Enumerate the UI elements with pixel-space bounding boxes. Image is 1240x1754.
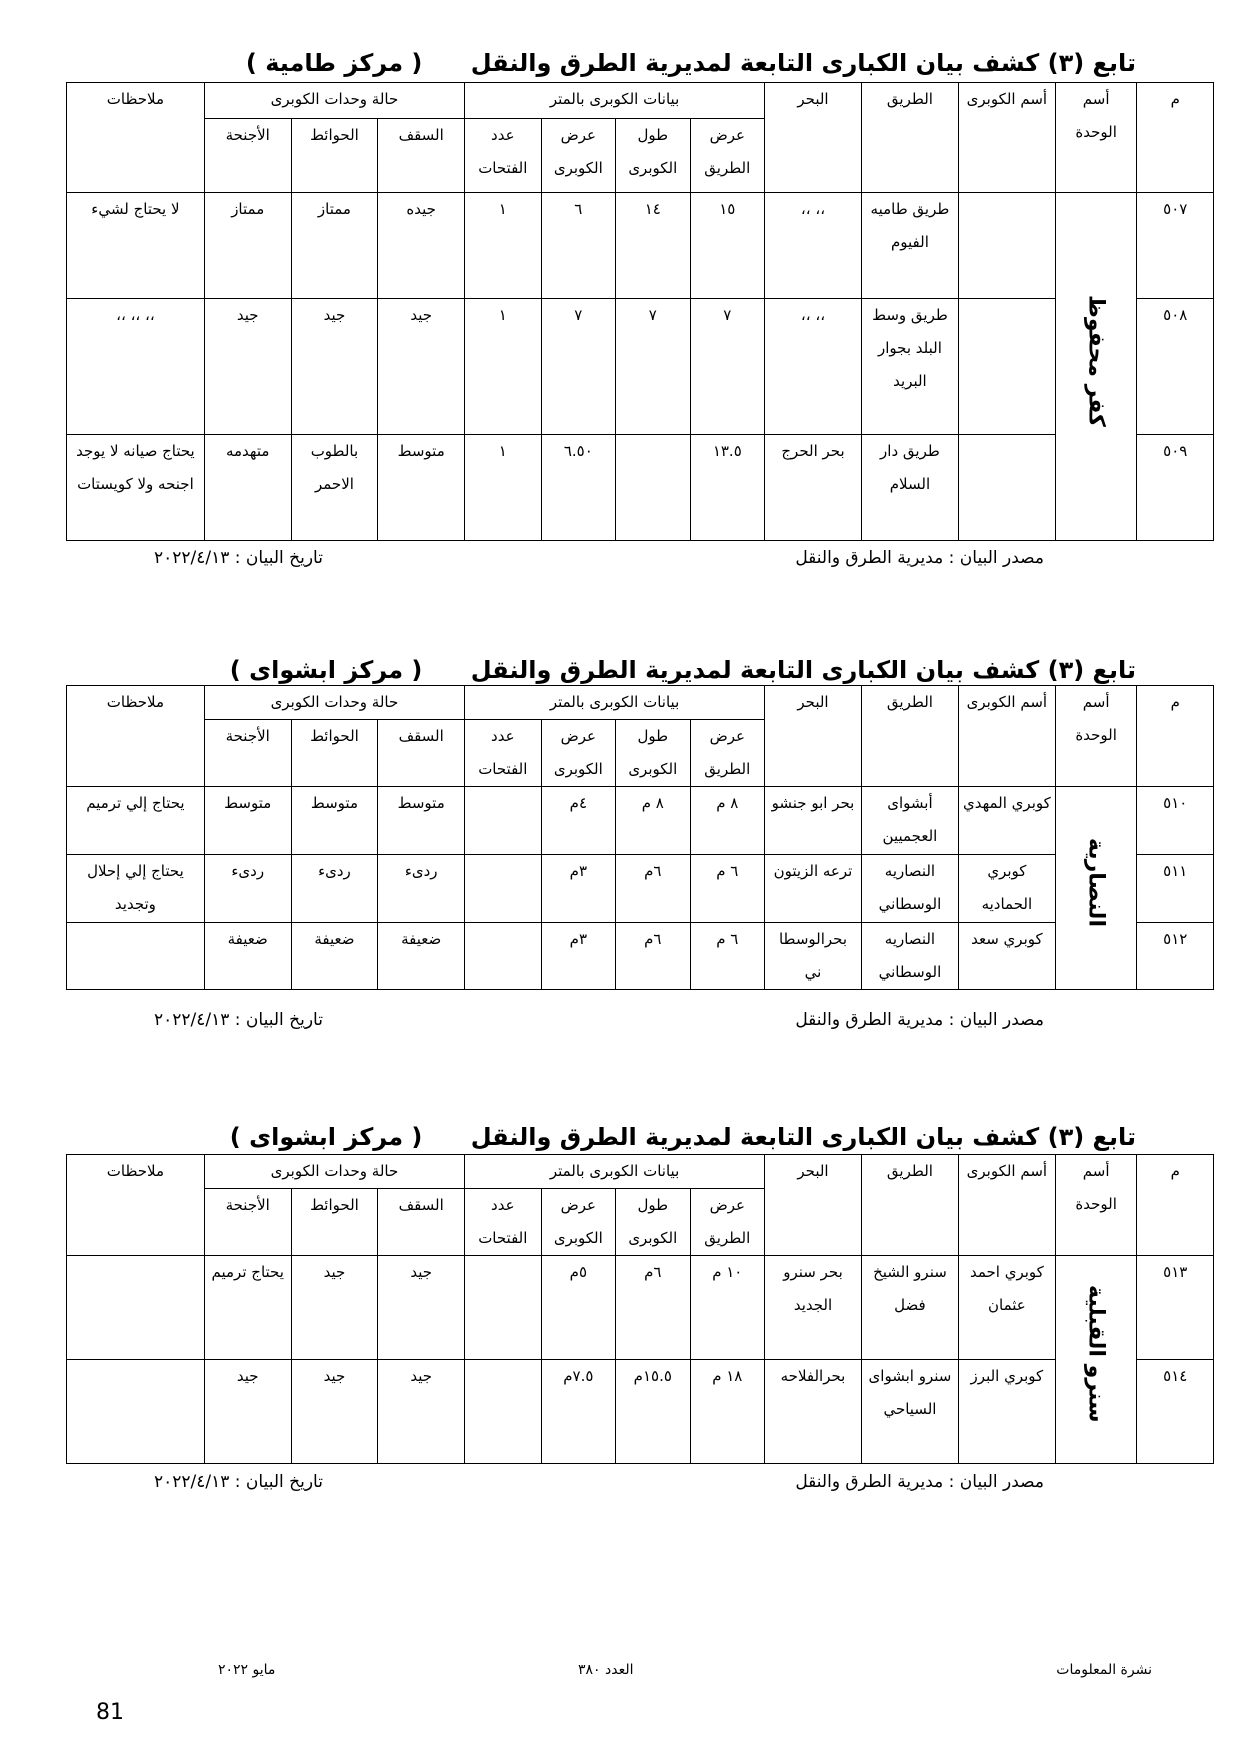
cell-length: ١٥.٥م <box>616 1360 690 1464</box>
cell-openings <box>465 1360 542 1464</box>
cell-road-width: ١٨ م <box>690 1360 764 1464</box>
cell-road: طريق طاميه الفيوم <box>861 193 958 299</box>
data-date: تاريخ البيان : ٢٠٢٢/٤/١٣ <box>154 1472 323 1492</box>
cell-unit <box>1055 193 1137 541</box>
col-walls: الحوائط <box>291 720 378 787</box>
col-openings: عدد الفتحات <box>465 119 542 193</box>
cell-openings <box>465 787 542 855</box>
cell-sea: ترعه الزيتون <box>765 855 862 923</box>
cell-wings: ردىء <box>204 855 291 923</box>
cell-road-width: ١٣.٥ <box>690 435 764 541</box>
cell-length: ٨ م <box>616 787 690 855</box>
col-walls: الحوائط <box>291 1189 378 1256</box>
cell-m: ٥٠٩ <box>1137 435 1214 541</box>
cell-wings: يحتاج ترميم <box>204 1256 291 1360</box>
issue-number: العدد ٣٨٠ <box>578 1662 634 1678</box>
cell-notes: ،، ،، ،، <box>67 299 205 435</box>
cell-m: ٥١٠ <box>1137 787 1214 855</box>
cell-bridge: كوبري المهدي <box>958 787 1055 855</box>
col-bridge-name: أسم الكوبرى <box>958 686 1055 787</box>
cell-roof: ضعيفة <box>378 923 465 990</box>
col-status-group: حالة وحدات الكوبرى <box>204 686 464 720</box>
cell-walls: ردىء <box>291 855 378 923</box>
cell-m: ٥٠٨ <box>1137 299 1214 435</box>
col-unit: أسم الوحدة <box>1055 686 1137 787</box>
cell-openings <box>465 1256 542 1360</box>
col-openings: عدد الفتحات <box>465 720 542 787</box>
cell-length: ٦م <box>616 855 690 923</box>
issue-date: مايو ٢٠٢٢ <box>218 1662 276 1678</box>
cell-road-width: ٦ م <box>690 923 764 990</box>
cell-road: طريق دار السلام <box>861 435 958 541</box>
cell-walls: متوسط <box>291 787 378 855</box>
cell-notes <box>67 1360 205 1464</box>
cell-wings: متوسط <box>204 787 291 855</box>
cell-width: ٣م <box>541 855 615 923</box>
cell-width: ٦.٥٠ <box>541 435 615 541</box>
section-title <box>230 1122 1136 1152</box>
col-roof: السقف <box>378 119 465 193</box>
col-m: م <box>1137 686 1214 787</box>
unit-name: النصارية <box>1083 837 1109 927</box>
col-unit: أسم الوحدة <box>1055 1155 1137 1256</box>
table-row <box>67 787 1214 855</box>
data-date: تاريخ البيان : ٢٠٢٢/٤/١٣ <box>154 548 323 568</box>
cell-bridge <box>958 193 1055 299</box>
table-row <box>67 1360 1214 1464</box>
cell-width: ٦ <box>541 193 615 299</box>
col-status-group: حالة وحدات الكوبرى <box>204 1155 464 1189</box>
col-status-group: حالة وحدات الكوبرى <box>204 83 464 119</box>
cell-roof: متوسط <box>378 435 465 541</box>
cell-wings: جيد <box>204 1360 291 1464</box>
cell-road-width: ١٠ م <box>690 1256 764 1360</box>
col-road: الطريق <box>861 83 958 193</box>
cell-walls: بالطوب الاحمر <box>291 435 378 541</box>
source-note: مصدر البيان : مديرية الطرق والنقل <box>795 1010 1044 1030</box>
source-note: مصدر البيان : مديرية الطرق والنقل <box>795 548 1044 568</box>
cell-roof: جيد <box>378 299 465 435</box>
cell-wings: ممتاز <box>204 193 291 299</box>
cell-road: النصاريه الوسطاني <box>861 855 958 923</box>
cell-road-width: ٧ <box>690 299 764 435</box>
col-bridge-length: طول الكوبرى <box>616 119 690 193</box>
col-walls: الحوائط <box>291 119 378 193</box>
cell-notes: يحتاج إلي إحلال وتجديد <box>67 855 205 923</box>
col-bridge-width: عرض الكوبرى <box>541 119 615 193</box>
cell-notes: لا يحتاج لشيء <box>67 193 205 299</box>
cell-m: ٥١٣ <box>1137 1256 1214 1360</box>
section-title <box>246 48 1136 78</box>
cell-width: ٥م <box>541 1256 615 1360</box>
col-sea: البحر <box>765 1155 862 1256</box>
cell-roof: ردىء <box>378 855 465 923</box>
cell-road-width: ١٥ <box>690 193 764 299</box>
col-wings: الأجنحة <box>204 119 291 193</box>
cell-sea: ،، ،، <box>765 193 862 299</box>
page-number: 81 <box>96 1700 124 1725</box>
cell-bridge: كوبري احمد عثمان <box>958 1256 1055 1360</box>
cell-road: طريق وسط البلد بجوار البريد <box>861 299 958 435</box>
col-roof: السقف <box>378 720 465 787</box>
cell-width: ٧ <box>541 299 615 435</box>
col-road: الطريق <box>861 1155 958 1256</box>
cell-sea: بحر سنرو الجديد <box>765 1256 862 1360</box>
table-row <box>67 1256 1214 1360</box>
col-wings: الأجنحة <box>204 1189 291 1256</box>
col-road-width: عرض الطريق <box>690 1189 764 1256</box>
col-bridge-width: عرض الكوبرى <box>541 720 615 787</box>
cell-sea: بحرالوسطا ني <box>765 923 862 990</box>
col-bridge-length: طول الكوبرى <box>616 1189 690 1256</box>
cell-road-width: ٨ م <box>690 787 764 855</box>
col-road-width: عرض الطريق <box>690 720 764 787</box>
cell-width: ٧.٥م <box>541 1360 615 1464</box>
col-notes: ملاحظات <box>67 83 205 193</box>
cell-length: ٦م <box>616 923 690 990</box>
source-note: مصدر البيان : مديرية الطرق والنقل <box>795 1472 1044 1492</box>
cell-openings <box>465 855 542 923</box>
cell-openings: ١ <box>465 299 542 435</box>
cell-openings <box>465 923 542 990</box>
col-road: الطريق <box>861 686 958 787</box>
cell-roof: جيد <box>378 1360 465 1464</box>
cell-unit <box>1055 1256 1137 1464</box>
cell-sea: بحر ابو جنشو <box>765 787 862 855</box>
cell-width: ٤م <box>541 787 615 855</box>
cell-bridge: كوبري الحماديه <box>958 855 1055 923</box>
cell-length: ١٤ <box>616 193 690 299</box>
col-bridge-name: أسم الكوبرى <box>958 83 1055 193</box>
cell-m: ٥١٤ <box>1137 1360 1214 1464</box>
col-sea: البحر <box>765 686 862 787</box>
table-row <box>67 193 1214 299</box>
center-name: ( مركز ابشواى ) <box>229 1123 423 1151</box>
cell-m: ٥١٢ <box>1137 923 1214 990</box>
col-roof: السقف <box>378 1189 465 1256</box>
col-wings: الأجنحة <box>204 720 291 787</box>
cell-bridge: كوبري سعد <box>958 923 1055 990</box>
cell-walls: جيد <box>291 1256 378 1360</box>
title-text: تابع (٣) كشف بيان الكبارى التابعة لمديرية الطرق والنقل <box>470 1123 1136 1151</box>
table-row <box>67 923 1214 990</box>
col-bridge-width: عرض الكوبرى <box>541 1189 615 1256</box>
col-m: م <box>1137 83 1214 193</box>
cell-roof: جيده <box>378 193 465 299</box>
title-text: تابع (٣) كشف بيان الكبارى التابعة لمديرية الطرق والنقل <box>470 49 1136 77</box>
cell-m: ٥٠٧ <box>1137 193 1214 299</box>
cell-length: ٦م <box>616 1256 690 1360</box>
table-row <box>67 855 1214 923</box>
cell-notes: يحتاج صيانه لا يوجد اجنحه ولا كويستات <box>67 435 205 541</box>
col-unit: أسم الوحدة <box>1055 83 1137 193</box>
cell-roof: متوسط <box>378 787 465 855</box>
cell-walls: ضعيفة <box>291 923 378 990</box>
center-name: ( مركز ابشواى ) <box>229 656 423 684</box>
bridges-table <box>66 685 1214 990</box>
cell-bridge <box>958 299 1055 435</box>
cell-bridge: كوبري البرز <box>958 1360 1055 1464</box>
col-data-group: بيانات الكوبرى بالمتر <box>465 686 765 720</box>
cell-notes: يحتاج إلي ترميم <box>67 787 205 855</box>
cell-walls: جيد <box>291 299 378 435</box>
cell-notes <box>67 923 205 990</box>
cell-walls: جيد <box>291 1360 378 1464</box>
bridges-table <box>66 1154 1214 1464</box>
cell-wings: ضعيفة <box>204 923 291 990</box>
cell-walls: ممتاز <box>291 193 378 299</box>
cell-road: سنرو ابشواى السياحي <box>861 1360 958 1464</box>
cell-sea: بحرالفلاحه <box>765 1360 862 1464</box>
col-bridge-length: طول الكوبرى <box>616 720 690 787</box>
col-bridge-name: أسم الكوبرى <box>958 1155 1055 1256</box>
col-data-group: بيانات الكوبرى بالمتر <box>465 1155 765 1189</box>
cell-m: ٥١١ <box>1137 855 1214 923</box>
unit-name: سنرو القبلية <box>1083 1284 1109 1423</box>
cell-wings: متهدمه <box>204 435 291 541</box>
col-sea: البحر <box>765 83 862 193</box>
publication-name: نشرة المعلومات <box>1056 1662 1152 1678</box>
cell-width: ٣م <box>541 923 615 990</box>
col-notes: ملاحظات <box>67 1155 205 1256</box>
col-notes: ملاحظات <box>67 686 205 787</box>
col-m: م <box>1137 1155 1214 1256</box>
cell-bridge <box>958 435 1055 541</box>
cell-length <box>616 435 690 541</box>
cell-sea: ،، ،، <box>765 299 862 435</box>
unit-name: كفر محفوظ <box>1083 294 1109 427</box>
cell-road: سنرو الشيخ فضل <box>861 1256 958 1360</box>
table-row <box>67 435 1214 541</box>
col-road-width: عرض الطريق <box>690 119 764 193</box>
bridges-table <box>66 82 1214 541</box>
cell-road: النصاريه الوسطاني <box>861 923 958 990</box>
col-data-group: بيانات الكوبرى بالمتر <box>465 83 765 119</box>
section-title <box>230 655 1136 685</box>
cell-openings: ١ <box>465 435 542 541</box>
col-openings: عدد الفتحات <box>465 1189 542 1256</box>
cell-unit <box>1055 787 1137 990</box>
cell-road-width: ٦ م <box>690 855 764 923</box>
cell-notes <box>67 1256 205 1360</box>
table-row <box>67 299 1214 435</box>
title-text: تابع (٣) كشف بيان الكبارى التابعة لمديرية الطرق والنقل <box>470 656 1136 684</box>
cell-roof: جيد <box>378 1256 465 1360</box>
cell-sea: بحر الحرج <box>765 435 862 541</box>
cell-wings: جيد <box>204 299 291 435</box>
cell-length: ٧ <box>616 299 690 435</box>
cell-road: أبشواى العجميين <box>861 787 958 855</box>
data-date: تاريخ البيان : ٢٠٢٢/٤/١٣ <box>154 1010 323 1030</box>
cell-openings: ١ <box>465 193 542 299</box>
center-name: ( مركز طامية ) <box>245 49 423 77</box>
